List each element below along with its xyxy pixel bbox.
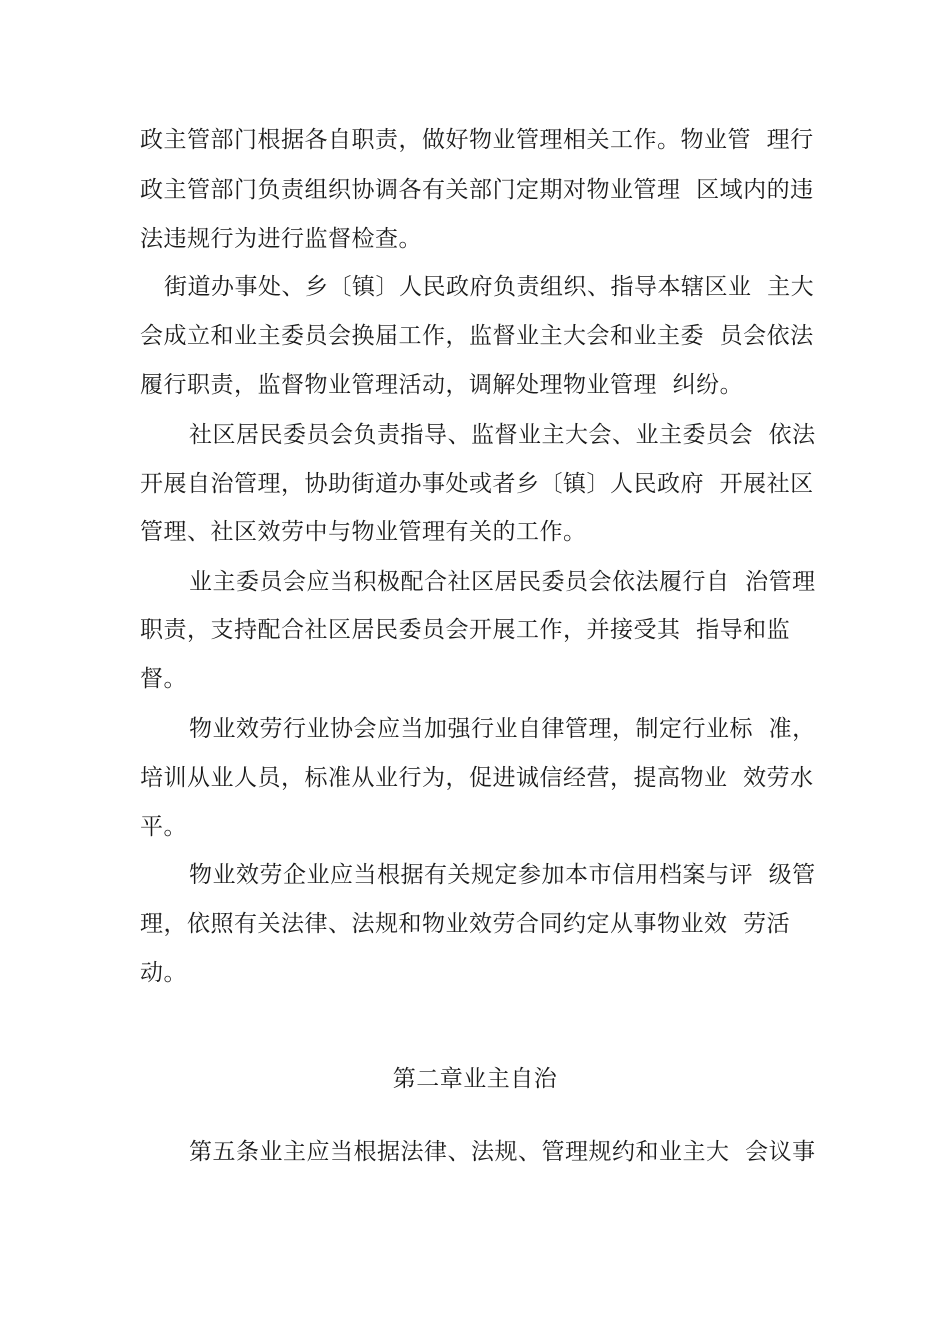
- text-line: 动。: [140, 960, 187, 986]
- text-line: 政主管部门根据各自职责，做好物业管理相关工作。物业管 理行: [140, 127, 814, 153]
- text-line: 政主管部门负责组织协调各有关部门定期对物业管理 区域内的违: [140, 177, 814, 203]
- text-line: 履行职责，监督物业管理活动，调解处理物业管理 纠纷。: [140, 372, 744, 398]
- chapter-heading: 第二章业主自治: [392, 1066, 558, 1092]
- text-line: 社区居民委员会负责指导、监督业主大会、业主委员会 依法: [189, 422, 816, 448]
- text-line: 培训从业人员，标准从业行为，促进诚信经营，提高物业 效劳水: [140, 765, 814, 791]
- text-line: 督。: [140, 666, 187, 692]
- text-line: 第五条业主应当根据法律、法规、管理规约和业主大 会议事: [189, 1139, 816, 1165]
- text-line: 管理、社区效劳中与物业管理有关的工作。: [140, 519, 587, 545]
- text-line: 职责，支持配合社区居民委员会开展工作，并接受其 指导和监: [140, 617, 791, 643]
- text-line: 街道办事处、乡〔镇〕人民政府负责组织、指导本辖区业 主大: [164, 274, 815, 300]
- text-line: 法违规行为进行监督检查。: [140, 226, 422, 252]
- text-line: 理，依照有关法律、法规和物业效劳合同约定从事物业效 劳活: [140, 911, 791, 937]
- text-line: 平。: [140, 814, 187, 840]
- text-line: 物业效劳企业应当根据有关规定参加本市信用档案与评 级管: [189, 862, 816, 888]
- text-line: 业主委员会应当积极配合社区居民委员会依法履行自 治管理: [189, 569, 816, 595]
- text-line: 会成立和业主委员会换届工作，监督业主大会和业主委 员会依法: [140, 323, 814, 349]
- text-line: 开展自治管理，协助街道办事处或者乡〔镇〕人民政府 开展社区: [140, 471, 814, 497]
- text-line: 物业效劳行业协会应当加强行业自律管理，制定行业标 准，: [189, 716, 816, 742]
